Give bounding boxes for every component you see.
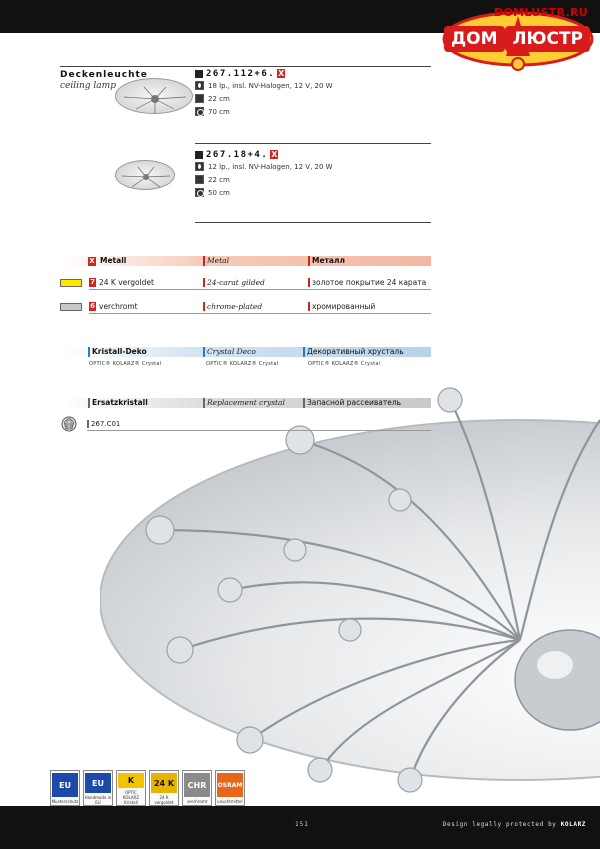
chrome-swatch [60,303,82,311]
cert-eu-design-icon [50,770,80,806]
crystal-deco-header-ru: Декоративный хрусталь [303,347,404,357]
crystal-brand-en: OPTIC® KOLARZ® Crystal [206,361,279,367]
gold-finish-num: 7 [90,278,95,286]
cert-chrome-icon [182,770,212,806]
lamp-thumbnail-icon [116,79,194,115]
bulb-icon [195,81,204,90]
chrome-finish-de: verchromt [99,302,138,311]
product-title-en: ceiling lamp [60,81,116,91]
product-title-de: Deckenleuchte [60,70,148,80]
divider [60,66,431,67]
chrome-finish-num: 6 [90,302,95,310]
chrome-finish-en: chrome-plated [203,302,262,311]
crystal-deco-header-de: Kristall-Deko [88,347,147,357]
bulb-icon [195,162,204,171]
cert-badge [217,773,243,797]
legal-brand: KOLARZ [560,821,586,828]
bullet-square-icon [195,151,203,159]
replacement-code[interactable]: 267.C01 [87,420,120,428]
variant-1-x-mark: X [278,69,285,78]
bullet-square-icon [195,70,203,78]
logo-word-right: ЛЮСТР [505,26,590,52]
divider [87,430,431,431]
page-number: 151 [295,821,309,828]
height-icon [195,94,204,103]
replacement-header [60,398,431,408]
divider [89,289,431,290]
cert-label: OSRAM [217,781,243,789]
cert-caption: verchromt [186,799,208,804]
product-image-large[interactable] [115,78,193,114]
cert-caption: Leuchtmittel [217,799,243,804]
cert-label: 24 K [153,778,175,788]
gold-finish-ru: золотое покрытие 24 карата [308,278,426,287]
crystal-brand-de: OPTIC® KOLARZ® Crystal [89,361,162,367]
cert-badge [118,773,144,788]
variant-2-height: 22 cm [208,175,230,184]
logo-domain: DOMLUSTR.RU [494,6,588,19]
product-image-small[interactable] [115,160,175,190]
metal-section-header [60,256,431,266]
certification-icons [50,770,245,806]
cert-caption: Musterschutz [51,799,79,804]
divider [89,313,431,314]
cert-osram-icon [215,770,245,806]
metal-header-ru: Металл [308,256,345,266]
replacement-header-en: Replacement crystal [203,398,285,408]
variant-2-diameter: 50 cm [208,188,230,197]
height-icon [195,175,204,184]
cert-24k-icon [149,770,179,806]
variant-1-height: 22 cm [208,94,230,103]
lamp-thumbnail-icon [116,161,176,191]
cert-badge [52,773,78,797]
brand-logo[interactable] [436,4,596,84]
variant-1-bulbs: 18 lp., insl. NV-Halogen, 12 V, 20 W [208,81,333,90]
diameter-icon [195,107,204,116]
crystal-deco-header [60,347,431,357]
variant-2-bulbs: 12 lp., insl. NV-Halogen, 12 V, 20 W [208,162,333,171]
cert-label: CHR [187,780,207,790]
variant-1-diameter: 70 cm [208,107,230,116]
replacement-header-ru: Запасной рассеиватель [303,398,401,408]
metal-header-en: Metal [203,256,229,266]
cert-eu-handmade-icon [83,770,113,806]
cert-caption: OPTIC KOLARZ Kristall [122,790,140,805]
metal-x-mark: X [89,257,95,265]
cert-caption: 24 K vergoldet [154,795,174,805]
cert-label: K [127,776,135,785]
cert-label: EU [59,780,71,790]
crystal-brand-ru: OPTIC® KOLARZ® Crystal [308,361,381,367]
divider [195,143,431,144]
cert-badge [184,773,210,797]
legal-prefix: Design legally protected by [442,821,557,828]
cert-badge [151,773,177,793]
variant-2-code[interactable]: 267.18+4. [206,149,269,160]
legal-notice [443,821,586,828]
variant-2-x-mark: X [271,150,278,159]
replacement-header-de: Ersatzkristall [88,398,148,408]
variant-1-code[interactable]: 267.112+6. [206,68,276,79]
variant-2-spec [195,149,333,199]
diameter-icon [195,188,204,197]
variant-1-spec [195,68,333,118]
chrome-finish-ru: хромированный [308,302,375,311]
logo-word-left: ДОМ [444,26,505,52]
gold-finish-de: 24 K vergoldet [99,278,154,287]
crystal-deco-header-en: Crystal Deco [203,347,256,357]
cert-optic-icon [116,770,146,806]
divider [195,222,431,223]
cert-badge [85,773,111,793]
cert-caption: Handmade in EU [84,795,112,805]
gold-swatch [60,279,82,287]
crystal-icon [61,416,77,432]
metal-header-de: Metall [100,256,127,265]
cert-label: EU [92,778,104,788]
gold-finish-en: 24-carat gilded [203,278,265,287]
background-lamp-photo [100,380,600,800]
